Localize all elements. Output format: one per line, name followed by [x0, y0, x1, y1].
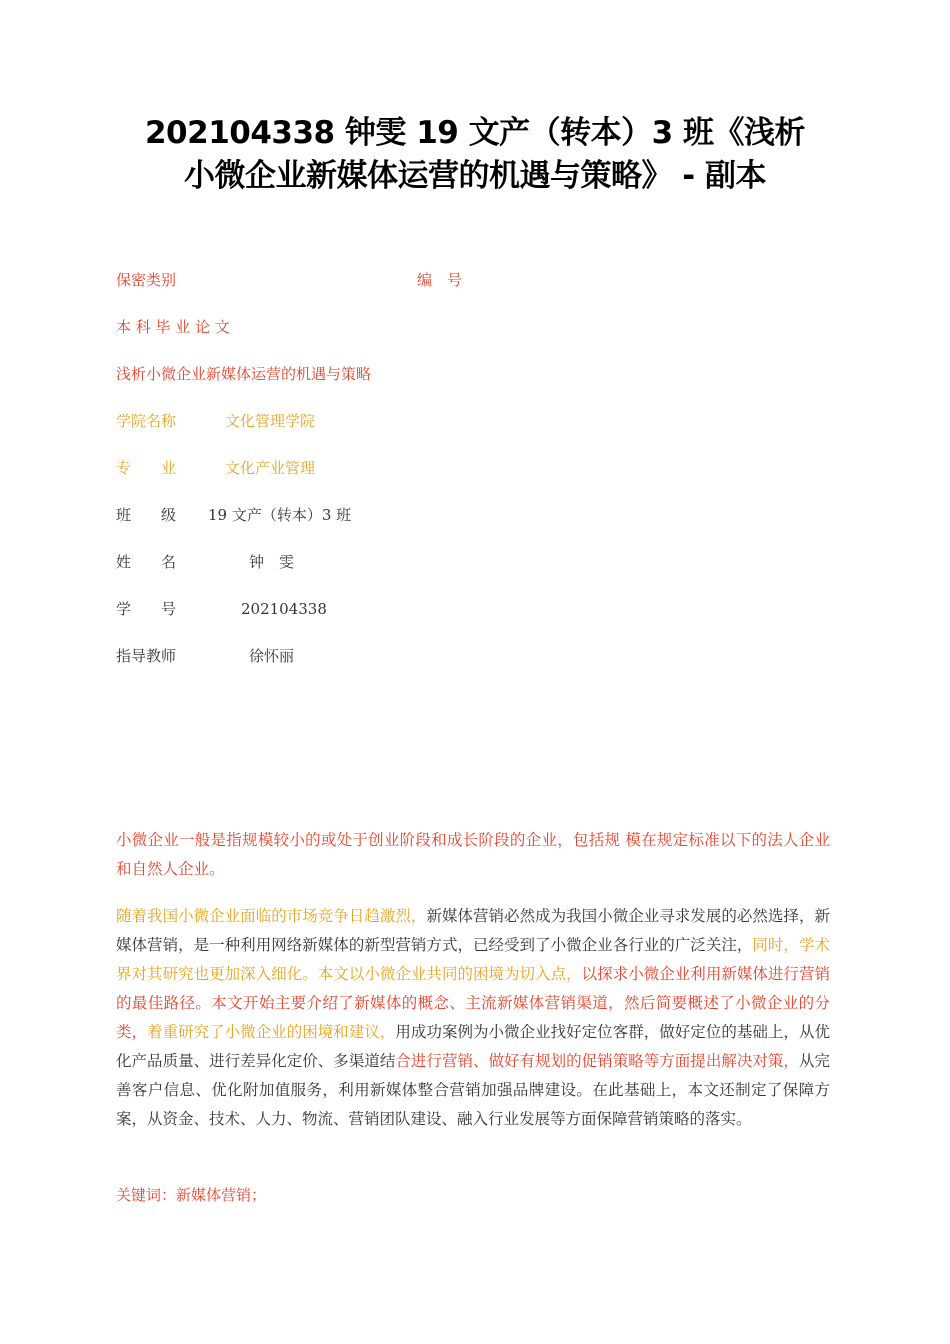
advisor-label: 指导教师: [116, 647, 177, 665]
name-label: 姓 名: [116, 553, 177, 571]
major-row: [116, 458, 315, 478]
abstract-segment-1: 随着我国小微企业面临的市场竞争日趋激烈，: [116, 907, 427, 925]
number-label: 编 号: [417, 271, 463, 289]
abstract-segment-8: 从完善客户信息、优化附加值服务，利用新媒体整合营销加强品牌建设。在此基础上，本文还制定了保障方案，从资金、技术、人力、物流、营销团队建设、融入行业发展等方面保障营销策略的落实。: [116, 1052, 830, 1128]
title-line-1: 202104338 钟雯 19 文产（转本）3 班《浅析: [144, 115, 805, 151]
abstract-segment-2: 新媒体营销必然成为我国小微企业寻求发展的必然选择，新媒体营销，是一种利用网络新媒体的新型营销方式，已经受到了小微企业各行业的广泛关注，: [116, 907, 830, 954]
class-value: 19 文产（转本）3 班: [208, 506, 352, 524]
name-row: [116, 552, 294, 572]
advisor-row: [116, 646, 294, 666]
thesis-type: 本 科 毕 业 论 文: [116, 318, 230, 336]
intro-paragraph: 小微企业一般是指规模较小的或处于创业阶段和成长阶段的企业，包括规 模在规定标准以下的法人企业和自然人企业。: [116, 831, 830, 878]
student-id-label: 学 号: [116, 600, 177, 618]
abstract-segment-4: 以探求小微企业利用新媒体进行营销的最佳路径。本文开始主要介绍了新媒体的概念、主流新媒体营销渠道，然后简要概述了小微企业的分类，: [116, 965, 830, 1041]
college-label: 学院名称: [116, 412, 177, 430]
thesis-title: 浅析小微企业新媒体运营的机遇与策略: [116, 365, 372, 383]
class-row: [116, 505, 351, 525]
secrecy-label: 保密类别: [116, 271, 177, 289]
student-id-row: [116, 599, 327, 619]
student-id-value: 202104338: [241, 600, 327, 618]
name-value: 钟 雯: [249, 553, 295, 571]
abstract-paragraph: [116, 902, 830, 1134]
abstract-segment-6: 用成功案例为小微企业找好定位客群，做好定位的基础上，从优化产品质量、进行差异化定价、多渠道结: [116, 1023, 830, 1070]
college-row: [116, 411, 315, 431]
major-label: 专 业: [116, 459, 177, 477]
major-value: 文化产业管理: [225, 459, 316, 477]
title-line-2: 小微企业新媒体运营的机遇与策略》 - 副本: [184, 158, 766, 194]
abstract-segment-5: 着重研究了小微企业的困境和建议，: [147, 1023, 396, 1041]
document-title: [60, 112, 890, 198]
college-value: 文化管理学院: [225, 412, 316, 430]
advisor-value: 徐怀丽: [249, 647, 295, 665]
abstract-segment-7: 合进行营销、做好有规划的促销策略等方面提出解决对策，: [395, 1052, 799, 1070]
secrecy-row: [116, 270, 463, 290]
keywords: 关键词：新媒体营销；: [116, 1186, 267, 1204]
abstract-segment-3: 同时，学术界对其研究也更加深入细化。本文以小微企业共同的困境为切入点，: [116, 936, 830, 983]
class-label: 班 级: [116, 506, 177, 524]
